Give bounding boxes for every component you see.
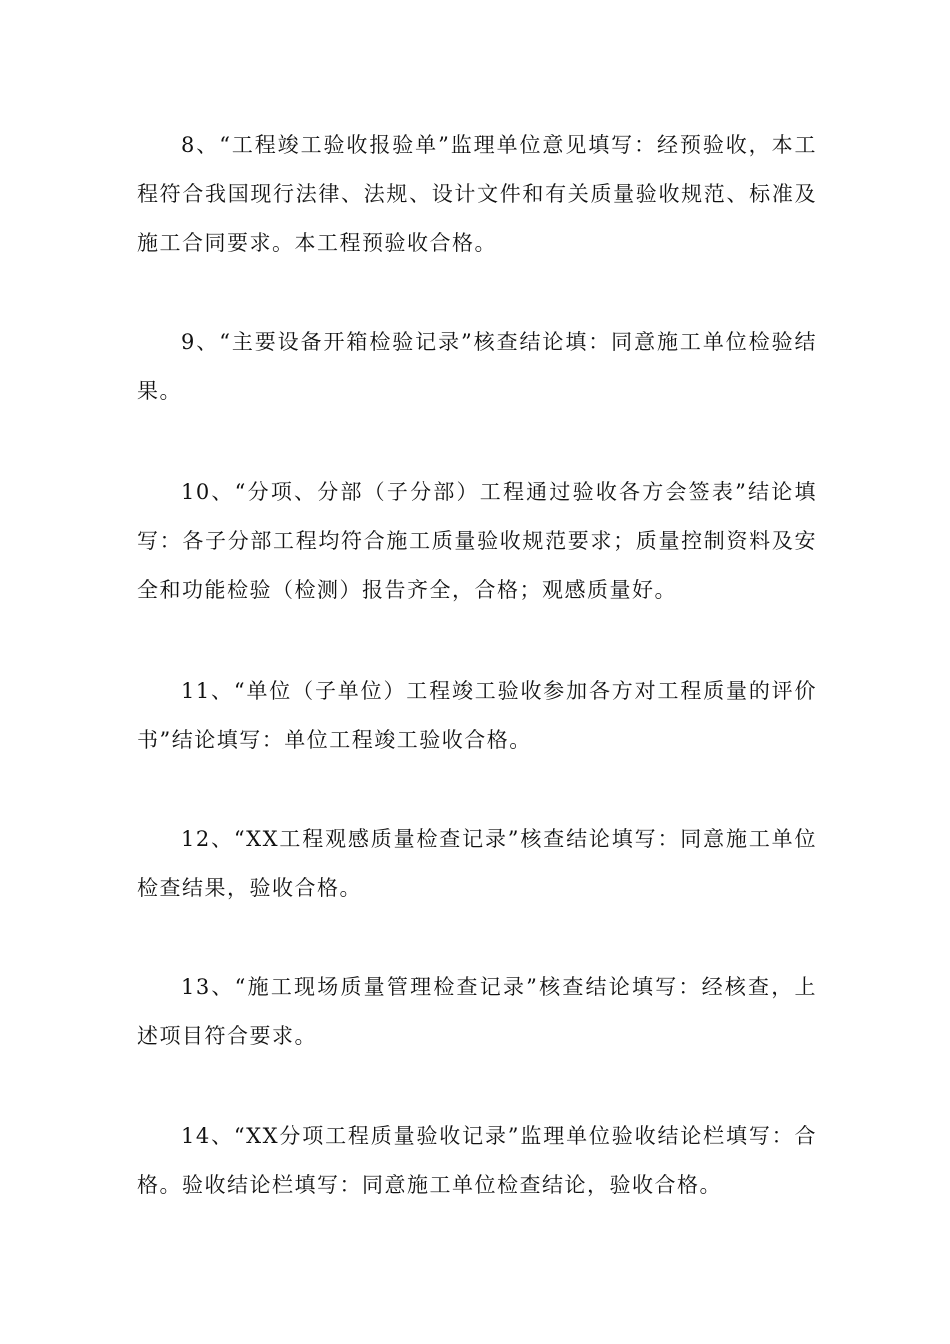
paragraph-item-11: 11、“单位（子单位）工程竣工验收参加各方对工程质量的评价书”结论填写：单位工程竣工验收合格。 (137, 679, 817, 752)
paragraph-item-12: 12、“XX工程观感质量检查记录”核查结论填写：同意施工单位检查结果，验收合格。 (137, 827, 817, 900)
paragraph-item-8: 8、“工程竣工验收报验单”监理单位意见填写：经预验收，本工程符合我国现行法律、法规、设计文件和有关质量验收规范、标准及施工合同要求。本工程预验收合格。 (137, 133, 817, 255)
paragraph-item-10: 10、“分项、分部（子分部）工程通过验收各方会签表”结论填写：各子分部工程均符合施工质量验收规范要求；质量控制资料及安全和功能检验（检测）报告齐全，合格；观感质量好。 (137, 480, 817, 602)
paragraph-item-9: 9、“主要设备开箱检验记录”核查结论填：同意施工单位检验结果。 (137, 330, 817, 403)
paragraph-item-14: 14、“XX分项工程质量验收记录”监理单位验收结论栏填写：合格。验收结论栏填写：同意施工单位检查结论，验收合格。 (137, 1124, 817, 1197)
paragraph-item-13: 13、“施工现场质量管理检查记录”核查结论填写：经核查，上述项目符合要求。 (137, 975, 817, 1048)
